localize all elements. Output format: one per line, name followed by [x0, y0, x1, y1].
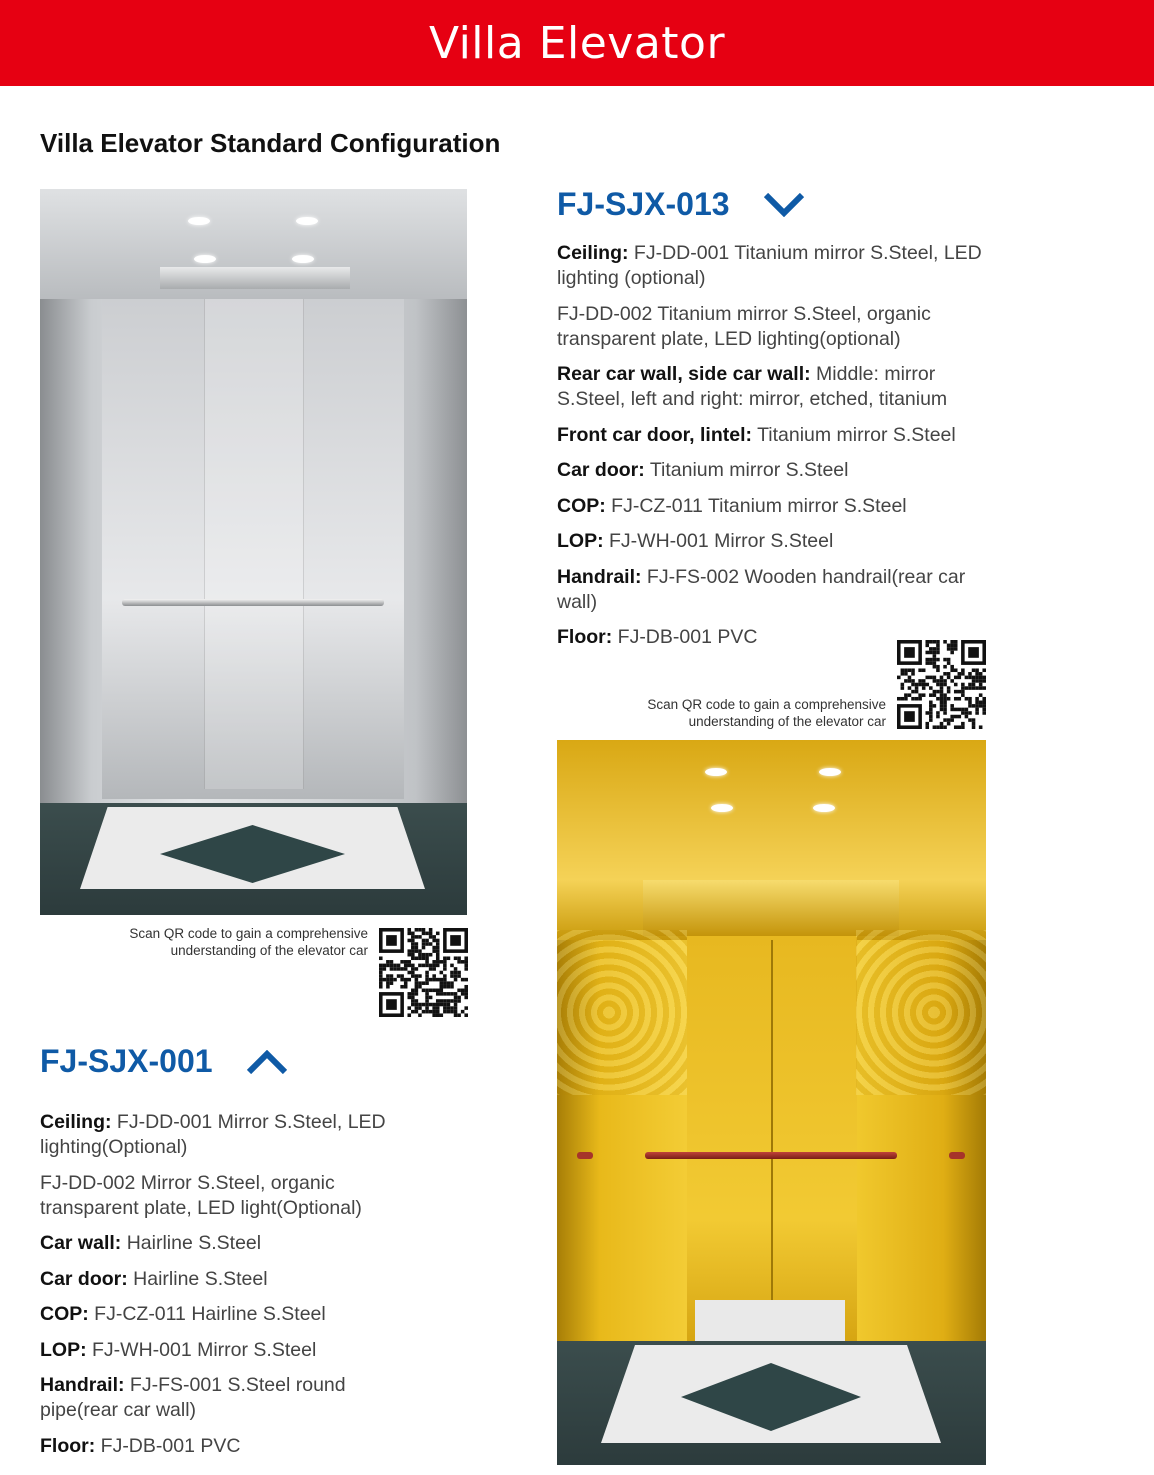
spec-item — [40, 1110, 400, 1160]
spec-item — [557, 529, 987, 554]
spec-value: Hairline S.Steel — [127, 1267, 268, 1290]
spec-item — [40, 1373, 400, 1423]
chevron-down-icon — [764, 193, 804, 217]
spec-label: Floor: — [40, 1434, 96, 1457]
chevron-up-icon — [247, 1050, 287, 1074]
spec-label: COP: — [557, 494, 606, 517]
spec-label: Car wall: — [40, 1232, 122, 1254]
spec-value: FJ-DD-002 Mirror S.Steel, organic transparent plate, LED light(Optional) — [40, 1171, 362, 1219]
spec-item — [40, 1434, 400, 1459]
spec-list-fj-sjx-013 — [557, 241, 987, 661]
spec-item — [557, 302, 987, 352]
spec-item — [557, 565, 987, 615]
spec-value: FJ-SJX-001 — [40, 1043, 213, 1079]
spec-label: Ceiling: — [557, 242, 629, 264]
spec-label: Front car door, lintel: — [557, 423, 753, 446]
spec-value: FJ-CZ-011 Titanium mirror S.Steel — [605, 494, 907, 517]
spec-label: Car door: — [557, 459, 645, 481]
spec-value: Hairline S.Steel — [121, 1232, 262, 1254]
spec-value: Titanium mirror S.Steel — [752, 423, 956, 446]
spec-value: understanding of the elevator car — [688, 714, 886, 729]
spec-item — [557, 458, 987, 483]
spec-value: FJ-DD-001 Titanium mirror S.Steel, LED lighting (optional) — [557, 242, 982, 289]
title-banner — [0, 0, 1154, 86]
spec-value: Titanium mirror S.Steel — [644, 459, 849, 481]
spec-label: Rear car wall, side car wall: — [557, 363, 811, 385]
spec-value: FJ-SJX-013 — [557, 186, 730, 222]
spec-label: COP: — [40, 1303, 89, 1325]
spec-item — [40, 1231, 400, 1256]
spec-list-fj-sjx-001 — [40, 1110, 400, 1469]
spec-label: Handrail: — [40, 1374, 125, 1396]
spec-label: Ceiling: — [40, 1111, 112, 1133]
banner-title: Villa Elevator — [428, 17, 726, 69]
page-subtitle: Villa Elevator Standard Configuration — [40, 128, 501, 158]
spec-item — [40, 1171, 400, 1221]
model-heading-fj-sjx-013 — [557, 186, 804, 223]
spec-label: Floor: — [557, 626, 613, 648]
spec-item — [40, 1302, 400, 1327]
model-heading-fj-sjx-001 — [40, 1043, 287, 1080]
spec-item — [40, 1267, 400, 1292]
spec-label: LOP: — [40, 1338, 87, 1361]
spec-label: Handrail: — [557, 565, 642, 588]
qr-caption-fj-sjx-001 — [80, 925, 368, 959]
qr-caption-fj-sjx-013 — [596, 696, 886, 730]
spec-value: understanding of the elevator car — [170, 943, 368, 958]
spec-value: FJ-CZ-011 Hairline S.Steel — [88, 1303, 326, 1325]
spec-item — [557, 423, 987, 448]
spec-item — [557, 241, 987, 291]
spec-item — [40, 1338, 400, 1363]
spec-label: Car door: — [40, 1267, 128, 1290]
spec-value: FJ-DD-002 Titanium mirror S.Steel, organic transparent plate, LED lighting(optional) — [557, 302, 931, 350]
elevator-car-photo-fj-sjx-001 — [40, 189, 467, 915]
qr-code-fj-sjx-013[interactable] — [897, 640, 986, 729]
spec-value: Scan QR code to gain a comprehensive — [647, 697, 886, 712]
spec-value: FJ-WH-001 Mirror S.Steel — [86, 1338, 317, 1361]
spec-value: FJ-DB-001 PVC — [612, 626, 758, 648]
spec-value: Middle: mirror S.Steel, left and right: mirror, etched, titanium — [557, 363, 948, 410]
elevator-car-photo-fj-sjx-013 — [557, 740, 986, 1465]
spec-value: FJ-FS-001 S.Steel round pipe(rear car wall) — [40, 1374, 346, 1421]
qr-code-fj-sjx-001[interactable] — [379, 928, 468, 1017]
spec-label: LOP: — [557, 530, 604, 552]
spec-value: FJ-WH-001 Mirror S.Steel — [603, 530, 834, 552]
spec-value: Scan QR code to gain a comprehensive — [129, 926, 368, 941]
spec-item — [557, 494, 987, 519]
spec-value: FJ-FS-002 Wooden handrail(rear car wall) — [557, 565, 966, 613]
spec-value: FJ-DD-001 Mirror S.Steel, LED lighting(Optional) — [40, 1111, 386, 1158]
spec-item — [557, 362, 987, 412]
spec-value: FJ-DB-001 PVC — [95, 1434, 241, 1457]
